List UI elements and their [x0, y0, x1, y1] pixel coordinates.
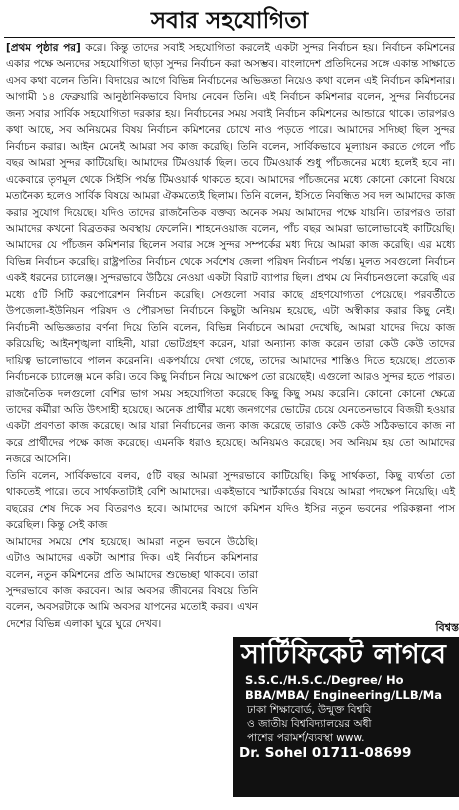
headline-rule — [4, 37, 455, 38]
article-body — [6, 40, 455, 632]
ad-line-1: S.S.C./H.S.C./Degree/ Ho — [245, 673, 404, 687]
ad-line-3: ঢাকা শিক্ষাবোর্ড, উন্মুক্ত বিশ্ববি — [247, 704, 372, 716]
ad-title: সার্টিফিকেট লাগবে — [241, 639, 447, 670]
ad-phone: Dr. Sohel 01711-08699 — [239, 745, 412, 761]
ad-line-5: পাশের পরামর্শ/ব্যবস্থা www. — [247, 732, 365, 744]
paragraph-3: আমাদের সময়ে শেষ হয়েছে। আমরা নতুন ভবনে উঠেছি। এটাও আমাদের একটা আশার দিক। এই নির্বাচন কমিশনার বলেন, নতুন কমিশনের প্রতি আমাদের শুভেচ্ছা থাকবে। তারা সুন্দরভাবে কাজ করবেন। আর অবসর জীবনের বিষয়ে তিনি বলেন, অবসরটাকে আমি অবসর যাপনের মতোই করব। এখন দেশের বিভিন্ন এলাকা ঘুরে ঘুরে দেখব। — [6, 535, 258, 630]
certificate-advertisement — [233, 619, 459, 810]
paragraph-1-text: করে। কিন্তু তাদের সবাই সহযোগিতা করলেই একটা সুন্দর নির্বাচন হয়। নির্বাচন কমিশনের একার পক্ষে অন্যদের সহযোগিতা ছাড়া সুন্দর নির্বাচন করা অসম্ভব। বাংলাদেশ প্রতিদিনের সঙ্গে একান্ত সাক্ষাতে এসব কথা বলেন তিনি। বিদায়ের আগে বিভিন্ন নির্বাচনের অভিজ্ঞতা নিয়েও কথা বলেন এই নির্বাচন কমিশনার। আগামী ১৪ ফেব্রুয়ারি আনুষ্ঠানিকভাবে বিদায় নেবেন তিনি। এই নির্বাচন কমিশনার বলেন, সুন্দর নির্বাচনের জন্য সবার সার্বিক সহযোগিতা দরকার হয়। নির্বাচনের সময় সবাই নির্বাচন কমিশনের আন্ডারে থাকে। তারপরও কথা আছে, সব অনিয়মের বিষয় নির্বাচন কমিশনের চোখে নাও পড়তে পারে। আমাদের সদিচ্ছা ছিল সুন্দর নির্বাচন করার। আইন মেনেই আমরা সব কাজ করেছি। তিনি বলেন, সার্বিকভাবে মূল্যায়ন করতে গেলে পাঁচ বছর আমরা সুন্দর কাটিয়েছি। আমাদের টিমওয়ার্ক ছিল। তবে টিমওয়ার্ক শুধু পাঁচজনের মধ্যে হলেই হবে না। একেবারে তৃণমূল থেকে সিইসি পর্যন্ত টিমওয়ার্ক থাকতে হবে। আমাদের পাঁচজনের মধ্যে কোনো কোনো বিষয়ে মতানৈক্য হলেও সার্বিক বিষয়ে আমরা ঐকমত্যেই ছিলাম। তিনি বলেন, ইসিতে নিবন্ধিত সব দল আমাদের কাজ করার সুযোগ দিয়েছে। যদিও তাদের রাজনৈতিক বক্তব্য অনেক সময় আমাদের পক্ষে যায়নি। তারপরও তারা আমাদের কখনো বিব্রতকর অবস্থায় ফেলেনি। শাহনেওয়াজ বলেন, পাঁচ বছর আমরা ভালোভাবেই কাটিয়েছি। আমাদের যে পাঁচজন কমিশনার ছিলেন সবার সঙ্গে সুন্দর সম্পর্কের মধ্য দিয়ে আমরা কাজ করেছি। এর মধ্যে বিভিন্ন নির্বাচন করেছি। রাষ্ট্রপতির নির্বাচন থেকে সর্বশেষ জেলা পরিষদ নির্বাচন পর্যন্ত। মূলত সবগুলো নির্বাচন একই ধরনের চ্যালেঞ্জ। সুন্দরভাবে উঠিয়ে নেওয়া একটা বিরাট ব্যাপার ছিল। প্রথম যে নির্বাচনগুলো করেছি এর মধ্যে ৫টি সিটি করপোরেশন নির্বাচন করেছি। সেগুলো সবার কাছে গ্রহণযোগ্যতা পেয়েছে। পরবর্তীতে উপজেলা-ইউনিয়ন পরিষদ ও পৌরসভা নির্বাচনে কিছুটা অনিয়ম হয়েছে, এটা অস্বীকার করার কিছু নেই। নির্বাচনী অভিজ্ঞতার বর্ণনা দিয়ে তিনি বলেন, বিভিন্ন নির্বাচনে আমরা দেখেছি, আমরা যাদের দিয়ে কাজ করিয়েছি; আইনশৃঙ্খলা বাহিনী, যারা ভোটগ্রহণ করেন, যারা অন্যান্য কাজ করেন তারা কেউ কেউ তাদের দায়িত্ব ভালোভাবে পালন করেননি। একপর্যায়ে দেখা গেছে, তাদের আমাদের শাস্তিও দিতে হয়েছে। প্রত্যেক নির্বাচনকে চ্যালেঞ্জ মনে করি। তবে কিছু নির্বাচন নিয়ে আক্ষেপ তো রয়েছেই। এগুলো আরও সুন্দর হতে পারত। রাজনৈতিক দলগুলো বেশির ভাগ সময় সহযোগিতা করেছে কিছু কিছু সময় করেনি। কোনো কোনো ক্ষেত্রে তাদের কর্মীরা অতি উৎসাহী হয়েছে। অনেক প্রার্থীর মধ্যে জনগণের ভোটের চেয়ে যেনতেনভাবে বিজয়ী হওয়ার একটা প্রবণতা কাজ করেছে। আর যারা নির্বাচনের জন্য কাজ করেছে তারাও কেউ কেউ সঠিকভাবে কাজ না করে প্রার্থীদের পক্ষে কাজ করেছে। এমনকি ধরাও হয়েছে। অনিয়মও করেছে। সব অনিয়ম হয় তো আমাদের নজরে আসেনি। — [6, 42, 455, 466]
ad-top-text: বিশ্বস্ত — [435, 621, 459, 634]
ad-line-4: ও জাতীয় বিশ্ববিদ্যালয়ের অধী — [247, 718, 372, 730]
ad-line-2: BBA/MBA/ Engineering/LLB/Ma — [245, 688, 443, 702]
paragraph-2: তিনি বলেন, সার্বিকভাবে বলব, ৫টি বছর আমরা সুন্দরভাবে কাটিয়েছি। কিছু সার্থকতা, কিছু ব্যর্থতা তো থাকতেই পারে। তবে সার্থকতাটাই বেশি আমাদের। একইভাবে স্মার্টকার্ডের বিষয়ে আমরা পদক্ষেপ নিয়েছি। এই বছরের শেষ দিকে সব বিতরণও হবে। আমাদের আগে কমিশন যদিও ইসির নতুন ভবনের পরিকল্পনা পাস করেছিল। কিন্তু সেই কাজ — [6, 469, 455, 532]
headline: সবার সহযোগিতা — [150, 7, 309, 34]
ad-box — [233, 637, 459, 797]
paragraph-1 — [6, 40, 455, 468]
continuation-marker: [প্রথম পৃষ্ঠার পর] — [6, 42, 81, 54]
